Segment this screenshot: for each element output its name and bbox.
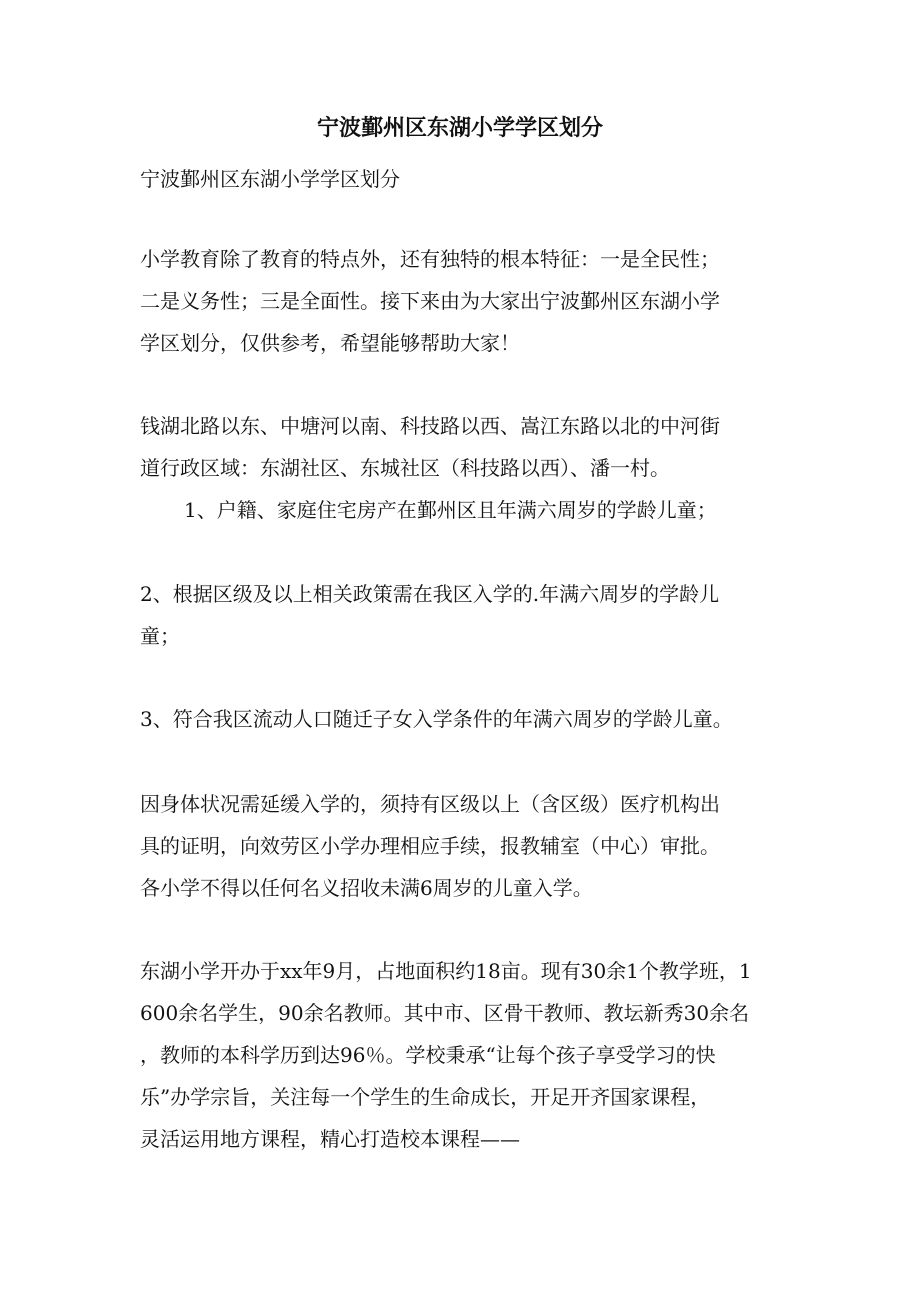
district-line-1: 钱湖北路以东、中塘河以南、科技路以西、嵩江东路以北的中河街 xyxy=(140,414,720,438)
condition-3-paragraph xyxy=(140,698,780,740)
condition-2-line-2: 童； xyxy=(140,624,180,648)
document-title: 宁波鄞州区东湖小学学区划分 xyxy=(316,115,603,141)
document-subtitle xyxy=(140,158,780,200)
school-intro-line-2: 600余名学生，90余名教师。其中市、区骨干教师、教坛新秀30余名 xyxy=(140,1001,750,1025)
school-intro-line-4: 乐”办学宗旨，关注每一个学生的生命成长，开足开齐国家课程， xyxy=(140,1085,711,1109)
condition-2-line-1: 2、根据区级及以上相关政策需在我区入学的.年满六周岁的学龄儿 xyxy=(140,582,720,606)
subtitle-line: 宁波鄞州区东湖小学学区划分 xyxy=(140,167,400,191)
intro-line-2: 二是义务性；三是全面性。接下来由为大家出宁波鄞州区东湖小学 xyxy=(140,289,720,313)
intro-paragraph xyxy=(140,238,780,364)
school-intro-line-1: 东湖小学开办于xx年9月，占地面积约18亩。现有30余1个教学班，1 xyxy=(140,959,752,983)
district-paragraph xyxy=(140,405,780,531)
condition-3-line: 3、符合我区流动人口随迁子女入学条件的年满六周岁的学龄儿童。 xyxy=(140,707,733,731)
deferral-line-3: 各小学不得以任何名义招收未满6周岁的儿童入学。 xyxy=(140,876,593,900)
school-intro-paragraph xyxy=(140,950,780,1160)
deferral-line-2: 具的证明，向效劳区小学办理相应手续，报教辅室（中心）审批。 xyxy=(140,834,720,858)
condition-1: 1、户籍、家庭住宅房产在鄞州区且年满六周岁的学龄儿童； xyxy=(184,498,717,522)
intro-line-1: 小学教育除了教育的特点外，还有独特的根本特征：一是全民性； xyxy=(140,247,720,271)
condition-2-paragraph xyxy=(140,573,780,657)
district-line-2: 道行政区域：东湖社区、东城社区（科技路以西）、潘一村。 xyxy=(140,456,670,480)
school-intro-line-3: ，教师的本科学历到达96％。学校秉承“让每个孩子享受学习的快 xyxy=(140,1043,716,1067)
deferral-line-1: 因身体状况需延缓入学的，须持有区级以上（含区级）医疗机构出 xyxy=(140,792,720,816)
intro-line-3: 学区划分，仅供参考，希望能够帮助大家！ xyxy=(140,331,520,355)
deferral-paragraph xyxy=(140,783,780,909)
school-intro-line-5: 灵活运用地方课程，精心打造校本课程—— xyxy=(140,1127,520,1151)
